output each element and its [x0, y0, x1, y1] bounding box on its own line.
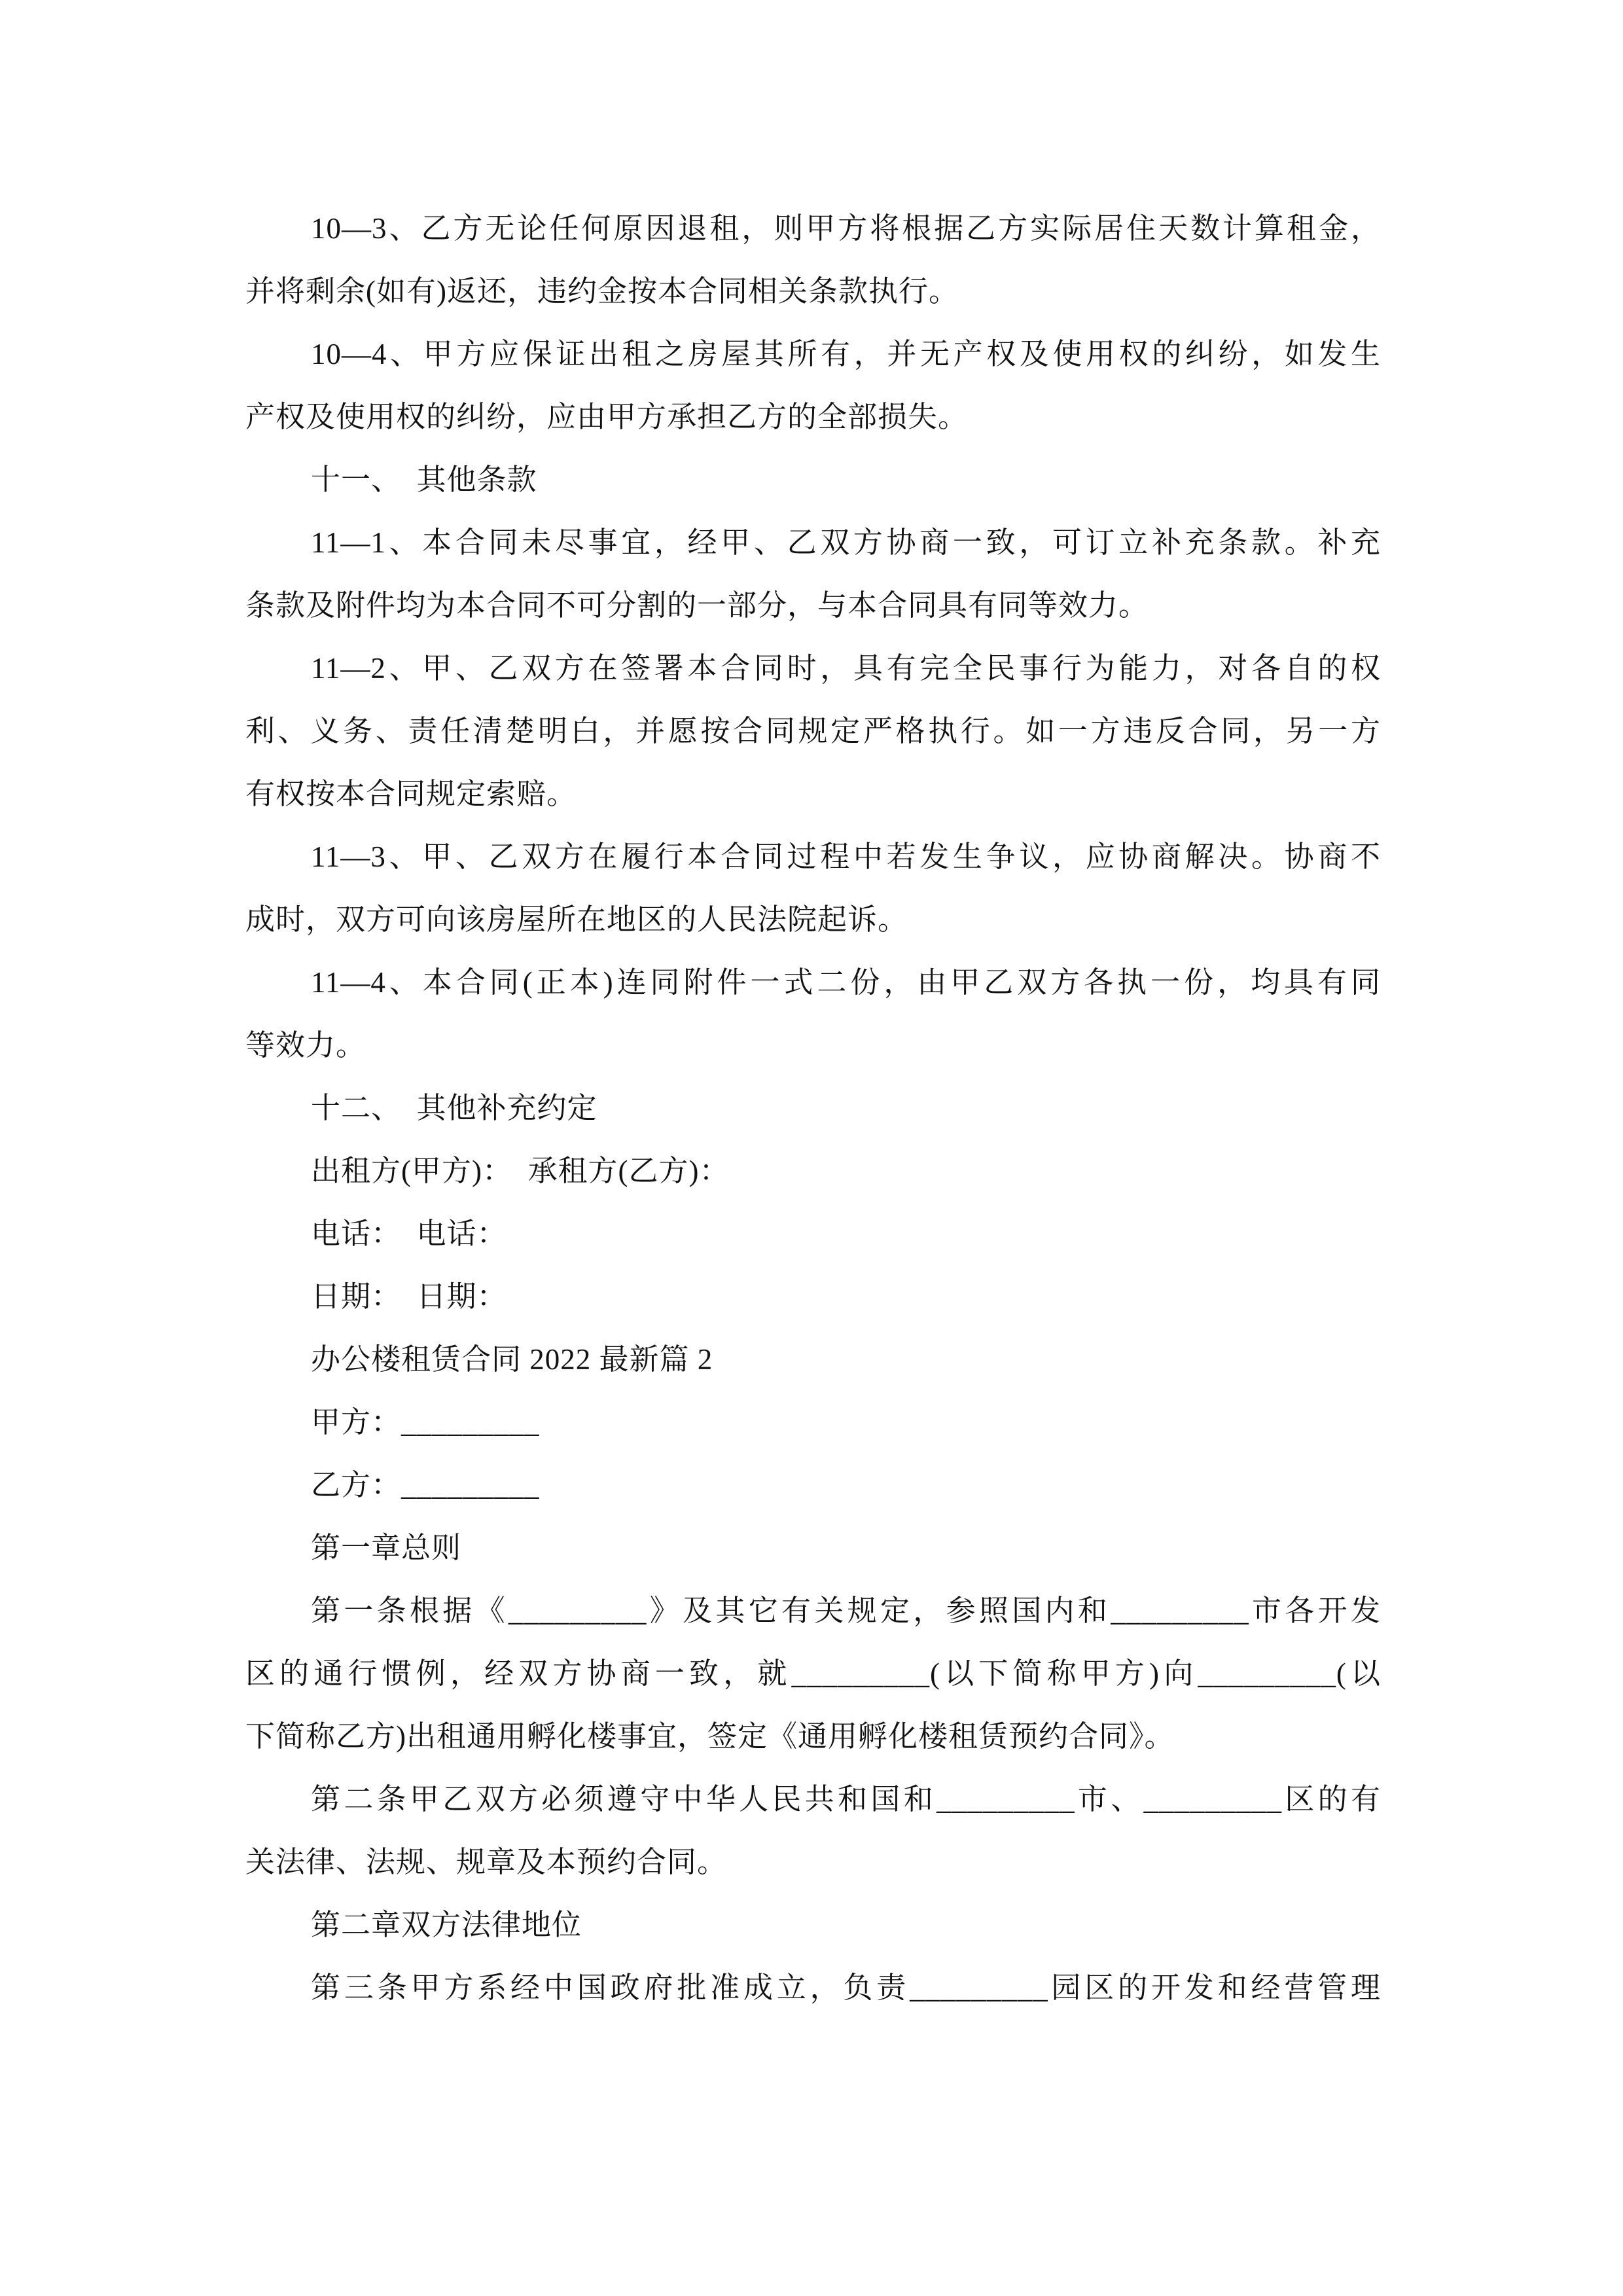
- contract-body: [245, 197, 1381, 2019]
- text-line-1: 10—3、乙方无论任何原因退租，则甲方将根据乙方实际居住天数计算租金，: [311, 212, 1381, 245]
- text-line-20: 甲方：_________: [311, 1406, 540, 1439]
- text-line-23: 第一条根据《_________》及其它有关规定，参照国内和_________市各开发: [311, 1594, 1381, 1627]
- text-line-15: 十二、 其他补充约定: [311, 1092, 597, 1124]
- text-line-29: 第三条甲方系经中国政府批准成立，负责_________园区的开发和经营管理: [311, 1971, 1381, 2004]
- text-line-2: 并将剩余(如有)返还，违约金按本合同相关条款执行。: [245, 275, 959, 308]
- text-line-18: 日期： 日期：: [311, 1280, 507, 1313]
- text-line-21: 乙方：_________: [311, 1469, 540, 1501]
- text-line-8: 11—2、甲、乙双方在签署本合同时，具有完全民事行为能力，对各自的权: [311, 652, 1381, 685]
- text-line-5: 十一、 其他条款: [311, 463, 537, 496]
- text-line-12: 成时，双方可向该房屋所在地区的人民法院起诉。: [245, 903, 908, 936]
- text-line-16: 出租方(甲方)： 承租方(乙方)：: [311, 1155, 730, 1187]
- text-line-19: 办公楼租赁合同 2022 最新篇 2: [311, 1343, 713, 1376]
- text-line-28: 第二章双方法律地位: [311, 1909, 582, 1941]
- text-line-13: 11—4、本合同(正本)连同附件一式二份，由甲乙双方各执一份，均具有同: [311, 966, 1381, 999]
- text-line-11: 11—3、甲、乙双方在履行本合同过程中若发生争议，应协商解决。协商不: [311, 840, 1381, 873]
- text-line-22: 第一章总则: [311, 1532, 462, 1564]
- text-line-17: 电话： 电话：: [311, 1217, 507, 1250]
- text-line-6: 11—1、本合同未尽事宜，经甲、乙双方协商一致，可订立补充条款。补充: [311, 526, 1381, 559]
- text-line-26: 第二条甲乙双方必须遵守中华人民共和国和_________市、_________区的有: [311, 1783, 1381, 1816]
- text-line-4: 产权及使用权的纠纷，应由甲方承担乙方的全部损失。: [245, 401, 969, 433]
- text-line-24: 区的通行惯例，经双方协商一致，就_________(以下简称甲方)向_________(以: [245, 1657, 1381, 1690]
- text-line-7: 条款及附件均为本合同不可分割的一部分，与本合同具有同等效力。: [245, 589, 1149, 622]
- text-line-25: 下简称乙方)出租通用孵化楼事宜，签定《通用孵化楼租赁预约合同》。: [245, 1720, 1175, 1753]
- text-line-10: 有权按本合同规定索赔。: [245, 778, 577, 810]
- text-line-3: 10—4、甲方应保证出租之房屋其所有，并无产权及使用权的纠纷，如发生: [311, 338, 1381, 370]
- text-line-14: 等效力。: [245, 1029, 366, 1062]
- text-line-9: 利、义务、责任清楚明白，并愿按合同规定严格执行。如一方违反合同，另一方: [245, 715, 1381, 747]
- text-line-27: 关法律、法规、规章及本预约合同。: [245, 1846, 728, 1878]
